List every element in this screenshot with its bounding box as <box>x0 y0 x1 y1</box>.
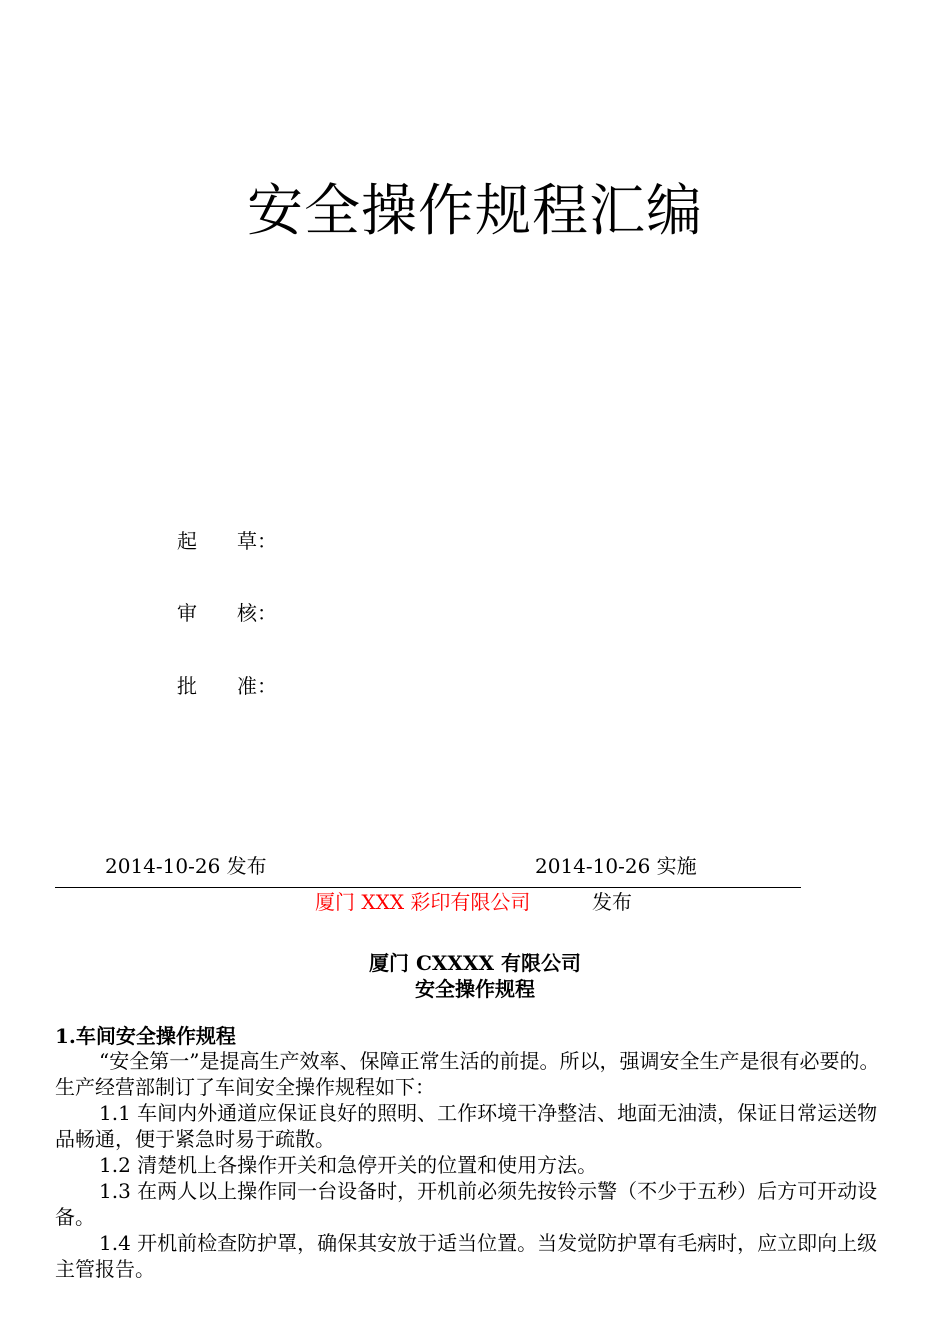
effective-date: 2014-10-26 实施 <box>535 854 697 878</box>
section-body <box>55 1048 895 1282</box>
sign-label-approve-a: 批 <box>177 674 197 698</box>
issuer-suffix: 发布 <box>592 890 632 914</box>
list-item: 1.1 车间内外通道应保证良好的照明、工作环境干净整洁、地面无油渍，保证日常运送物品畅通，便于紧急时易于疏散。 <box>55 1101 878 1151</box>
sign-label-draft-b: 草： <box>237 529 277 553</box>
issuer-name: 厦门 XXX 彩印有限公司 <box>315 890 531 914</box>
sign-label-approve-b: 准： <box>237 674 277 698</box>
sign-label-review-b: 核： <box>237 601 277 625</box>
section-heading: 1.车间安全操作规程 <box>55 1024 236 1048</box>
sign-field-review <box>177 599 277 627</box>
content-header <box>0 950 950 1002</box>
document-title: 安全操作规程汇编 <box>247 179 703 244</box>
sign-field-approve <box>177 672 277 700</box>
list-item: 1.2 清楚机上各操作开关和急停开关的位置和使用方法。 <box>99 1153 598 1177</box>
list-item: 1.4 开机前检查防护罩，确保其安放于适当位置。当发觉防护罩有毛病时，应立即向上级主管报告。 <box>55 1231 878 1281</box>
doc-name: 安全操作规程 <box>415 977 535 1001</box>
sign-field-draft <box>177 527 277 555</box>
sign-label-draft-a: 起 <box>177 529 197 553</box>
company-name: 厦门 CXXXX 有限公司 <box>369 951 581 975</box>
publish-date: 2014-10-26 发布 <box>105 854 267 878</box>
sign-label-review-a: 审 <box>177 601 197 625</box>
intro-paragraph: “安全第一”是提高生产效率、保障正常生活的前提。所以，强调安全生产是很有必要的。生产经营部制订了车间安全操作规程如下： <box>55 1049 880 1099</box>
list-item: 1.3 在两人以上操作同一台设备时，开机前必须先按铃示警（不少于五秒）后方可开动设备。 <box>55 1179 878 1229</box>
